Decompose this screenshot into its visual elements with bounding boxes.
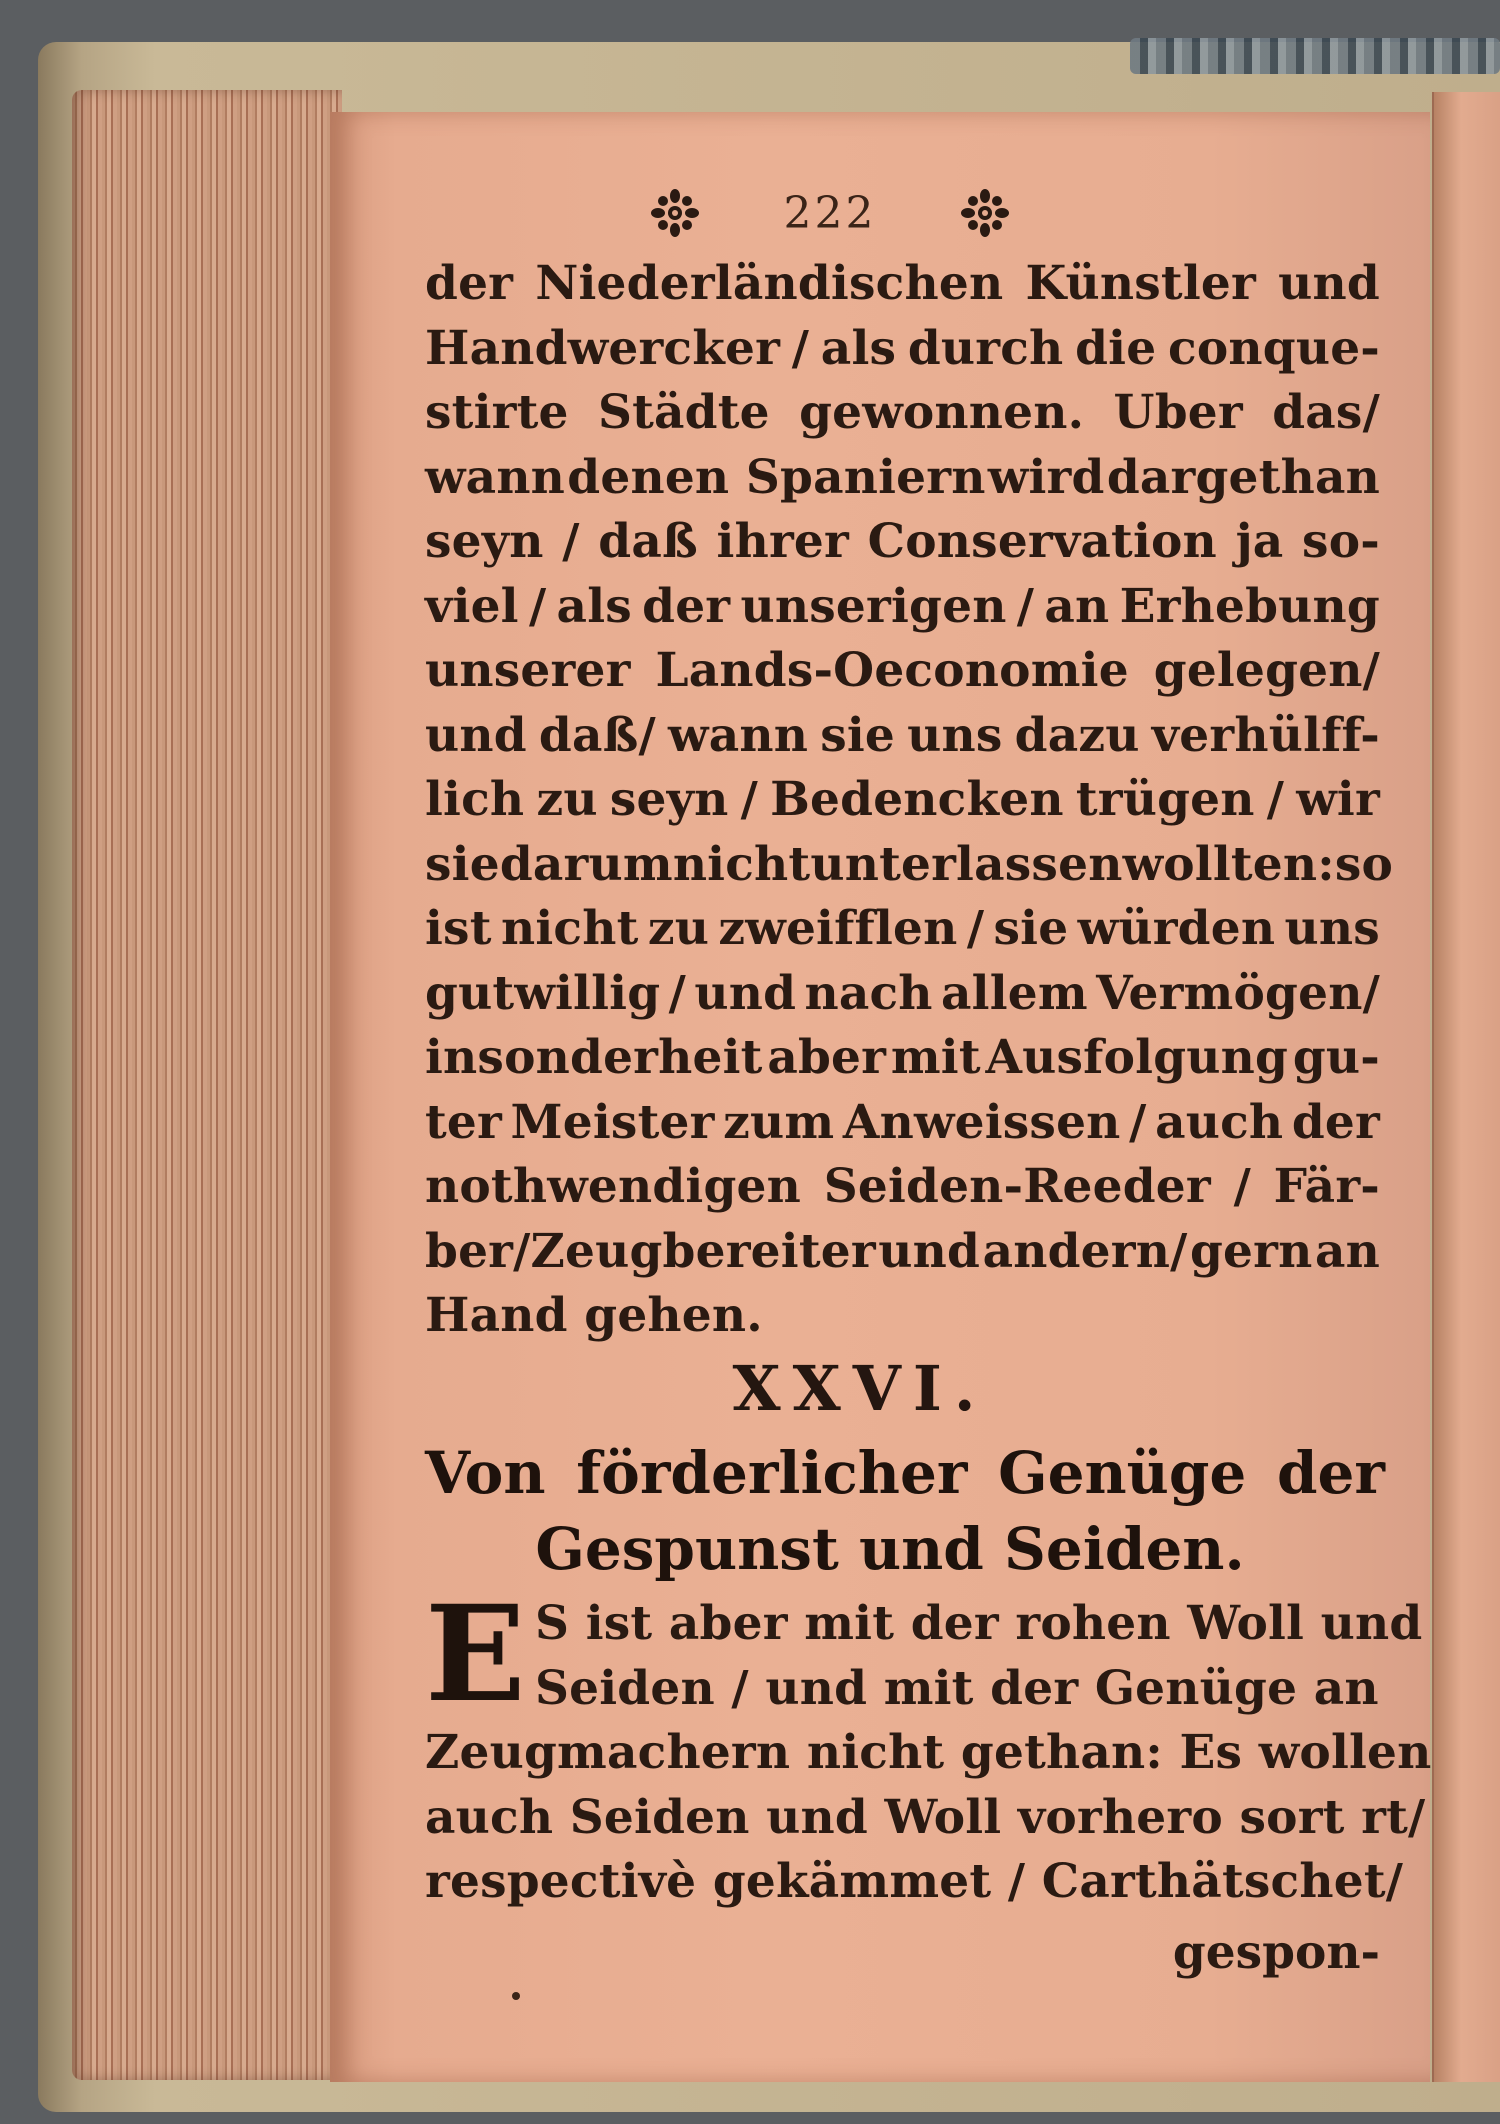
text-line [425, 833, 1394, 898]
text-word: Meister [510, 1094, 715, 1150]
text-word: dazu [1014, 707, 1140, 763]
page-edges [72, 90, 342, 2080]
text-word: gutwillig [425, 965, 661, 1021]
text-word: stirte [425, 385, 569, 440]
text-word: Bedencken [770, 772, 1064, 827]
text-word: der [1291, 1094, 1380, 1150]
text-word: dargethan [1106, 449, 1380, 505]
text-word: der [642, 578, 731, 634]
text-word: zu [647, 901, 710, 956]
chapter-title [425, 1435, 1385, 1587]
text-word: trügen [1075, 772, 1255, 827]
text-word: nicht [672, 836, 811, 892]
text-word: Lands-Oeconomie [655, 643, 1129, 698]
text-word: daß [598, 514, 698, 569]
text-word: / [966, 901, 985, 956]
text-word: so- [1302, 514, 1380, 569]
page-header [650, 178, 1010, 248]
text-line: respectivè gekämmet / Carthätschet/ [425, 1854, 1404, 1909]
text-word: allem [941, 965, 1088, 1021]
text-word: sie [425, 836, 500, 892]
text-line: S ist aber mit der rohen Woll und [535, 1596, 1423, 1651]
text-word: Handwercker [425, 320, 781, 376]
text-word: gu- [1292, 1030, 1380, 1085]
text-line: auch Seiden und Woll vorhero sort rt/ [425, 1789, 1426, 1845]
text-word: und [694, 965, 797, 1021]
text-line [425, 510, 1380, 575]
text-word: wir [1296, 772, 1380, 827]
text-word: unterlassen [810, 836, 1123, 892]
text-line [425, 704, 1380, 769]
text-word: und [425, 707, 527, 763]
text-word: nach [804, 965, 933, 1021]
text-word: : [1317, 836, 1335, 892]
text-word: nothwendigen [425, 1159, 801, 1214]
text-word: / [1129, 1094, 1147, 1150]
text-word: / [562, 514, 580, 569]
text-word: ber/Zeugbereiter [425, 1223, 876, 1279]
text-word: conque- [1168, 320, 1380, 376]
book-headband [1130, 38, 1500, 74]
text-word: Städte [597, 385, 770, 440]
text-word: sie [993, 901, 1069, 956]
text-word: mit [890, 1030, 981, 1085]
text-line [425, 446, 1380, 511]
text-word: würden [1077, 901, 1276, 956]
right-fleuron-icon [960, 188, 1010, 238]
text-word: denen Spaniern [567, 449, 986, 505]
text-word: verhülff- [1151, 707, 1380, 763]
text-word: als [820, 320, 897, 376]
facing-page-edge [1432, 92, 1500, 2082]
text-line [425, 768, 1380, 833]
ink-speck [512, 1992, 520, 2000]
text-word: Uber [1113, 385, 1243, 440]
text-word: wann [668, 707, 809, 763]
text-word: sie [820, 707, 896, 763]
text-word: Conservation [867, 514, 1217, 569]
text-word: gewonnen. [799, 385, 1085, 440]
text-word: / [668, 965, 686, 1021]
text-word: wollten [1122, 836, 1318, 892]
drop-cap: E [425, 1577, 526, 1732]
text-word: insonderheit [425, 1030, 763, 1085]
text-word: viel [425, 578, 519, 634]
text-word: Niederländischen [535, 256, 1004, 311]
text-word: zweifflen [718, 901, 958, 956]
text-word: Anweissen [842, 1094, 1121, 1150]
text-line: Seiden / und mit der Genüge an [535, 1660, 1379, 1716]
text-word: seyn [425, 514, 544, 569]
text-word: an [1314, 1223, 1380, 1279]
text-word: / [740, 772, 758, 827]
text-word: unserer [425, 643, 631, 698]
text-word: uns [1284, 901, 1380, 956]
text-line [425, 1026, 1380, 1091]
chapter-number: XXVI. [732, 1352, 988, 1425]
chapter-title-line: Gespunst und Seiden. [535, 1515, 1245, 1583]
text-line [425, 1155, 1380, 1220]
text-line [425, 575, 1380, 640]
text-line [425, 897, 1380, 962]
text-word: Hand gehen. [425, 1288, 763, 1343]
text-line [425, 962, 1380, 1027]
text-word: das/ [1272, 385, 1380, 440]
text-line [425, 1091, 1380, 1156]
left-fleuron-icon [650, 188, 700, 238]
text-line [425, 1284, 1380, 1349]
text-word: seyn [609, 772, 729, 827]
text-word: darum [499, 836, 673, 892]
text-word: wann [425, 449, 566, 505]
section-text [425, 1577, 1432, 1915]
text-word: aber [767, 1030, 887, 1085]
text-word: die [1075, 320, 1157, 376]
text-word: so [1334, 836, 1394, 892]
text-word: / [528, 578, 547, 634]
text-word: Ausfolgung [985, 1030, 1289, 1085]
text-word: an [1044, 578, 1110, 634]
text-line: Zeugmachern nicht gethan: Es wollen [425, 1725, 1432, 1780]
text-word: Vermögen/ [1096, 965, 1380, 1021]
text-word: / [1266, 772, 1285, 827]
text-line [425, 252, 1380, 317]
catchword: gespon- [1172, 1925, 1380, 1980]
text-word: ihrer [716, 514, 849, 569]
text-word: lich [425, 772, 525, 827]
text-line [425, 317, 1380, 382]
text-word: durch [907, 320, 1064, 376]
text-line [425, 381, 1380, 446]
text-word: ter [425, 1094, 502, 1150]
text-word: andern/ [982, 1223, 1188, 1279]
text-word: Fär- [1273, 1159, 1380, 1214]
text-line [425, 639, 1380, 704]
text-word: ist [425, 901, 492, 956]
text-word: unserigen [740, 578, 1007, 634]
text-word: / [1233, 1159, 1251, 1214]
text-word: uns [907, 707, 1003, 763]
text-word: nicht [500, 901, 639, 956]
text-line [425, 1220, 1380, 1285]
text-word: als [556, 578, 632, 634]
text-word: der [425, 256, 514, 311]
page-number: 222 [783, 187, 877, 239]
text-word: und [1278, 256, 1380, 311]
text-word: / [791, 320, 810, 376]
text-word: auch [1155, 1094, 1284, 1150]
text-word: / [1016, 578, 1035, 634]
text-word: daß/ [538, 707, 656, 763]
chapter-title-line: Von förderlicher Genüge der [425, 1439, 1385, 1507]
text-word: ja [1235, 514, 1284, 569]
text-word: Erhebung [1119, 578, 1380, 634]
text-word: Seiden-Reeder [823, 1159, 1211, 1214]
text-word: zum [723, 1094, 835, 1150]
text-word: gern [1189, 1223, 1313, 1279]
text-word: und [878, 1223, 981, 1279]
body-text [425, 252, 1394, 1349]
text-word: Künstler [1025, 256, 1256, 311]
text-word: gelegen/ [1153, 643, 1380, 698]
text-word: wird [987, 449, 1105, 505]
text-word: zu [536, 772, 598, 827]
